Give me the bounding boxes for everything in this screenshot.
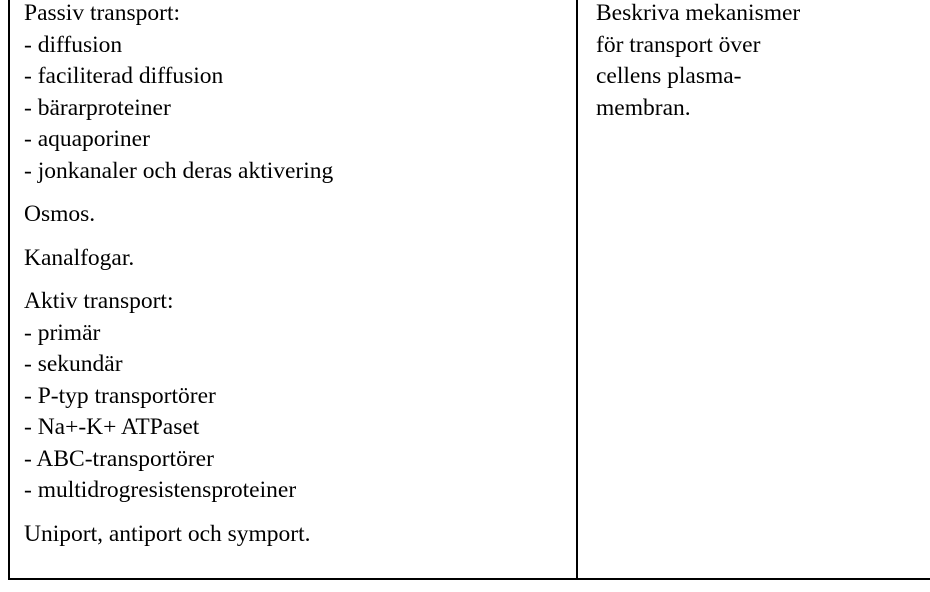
active-transport-block — [24, 286, 576, 507]
text-line: Aktiv transport: — [24, 288, 174, 314]
paragraph-spacer — [24, 187, 576, 199]
text-line: Uniport, antiport och symport. — [24, 520, 311, 547]
paragraph-spacer — [24, 507, 576, 519]
uniport-block — [24, 519, 576, 551]
content-table — [8, 0, 930, 580]
text-line: Beskriva mekanismer — [596, 0, 801, 26]
text-line: - faciliterad diffusion — [24, 63, 224, 89]
text-line: för transport över — [596, 31, 761, 58]
text-line: membran. — [596, 94, 691, 121]
paragraph-spacer — [24, 274, 576, 286]
osmosis-block — [24, 199, 576, 231]
gap-junctions-block — [24, 243, 576, 275]
objective-cell — [578, 0, 930, 578]
text-line: - sekundär — [24, 351, 123, 377]
objective-text — [596, 0, 930, 124]
text-line: cellens plasma- — [596, 63, 742, 89]
content-cell — [10, 0, 578, 578]
text-line: - Na+-K+ ATPaset — [24, 414, 200, 440]
text-line: - multidrogresistensproteiner — [24, 477, 297, 503]
text-line: - primär — [24, 319, 101, 346]
text-line: - bärarproteiner — [24, 94, 171, 121]
text-line: - jonkanaler och deras aktivering — [24, 157, 334, 184]
passive-transport-block — [24, 0, 576, 187]
paragraph-spacer — [24, 231, 576, 243]
text-line: Passiv transport: — [24, 0, 181, 26]
text-line: - ABC-transportörer — [24, 445, 214, 472]
text-line: - P-typ transportörer — [24, 382, 216, 409]
text-line: Osmos. — [24, 201, 96, 227]
text-line: - aquaporiner — [24, 126, 150, 152]
text-line: - diffusion — [24, 31, 123, 58]
text-line: Kanalfogar. — [24, 244, 135, 271]
